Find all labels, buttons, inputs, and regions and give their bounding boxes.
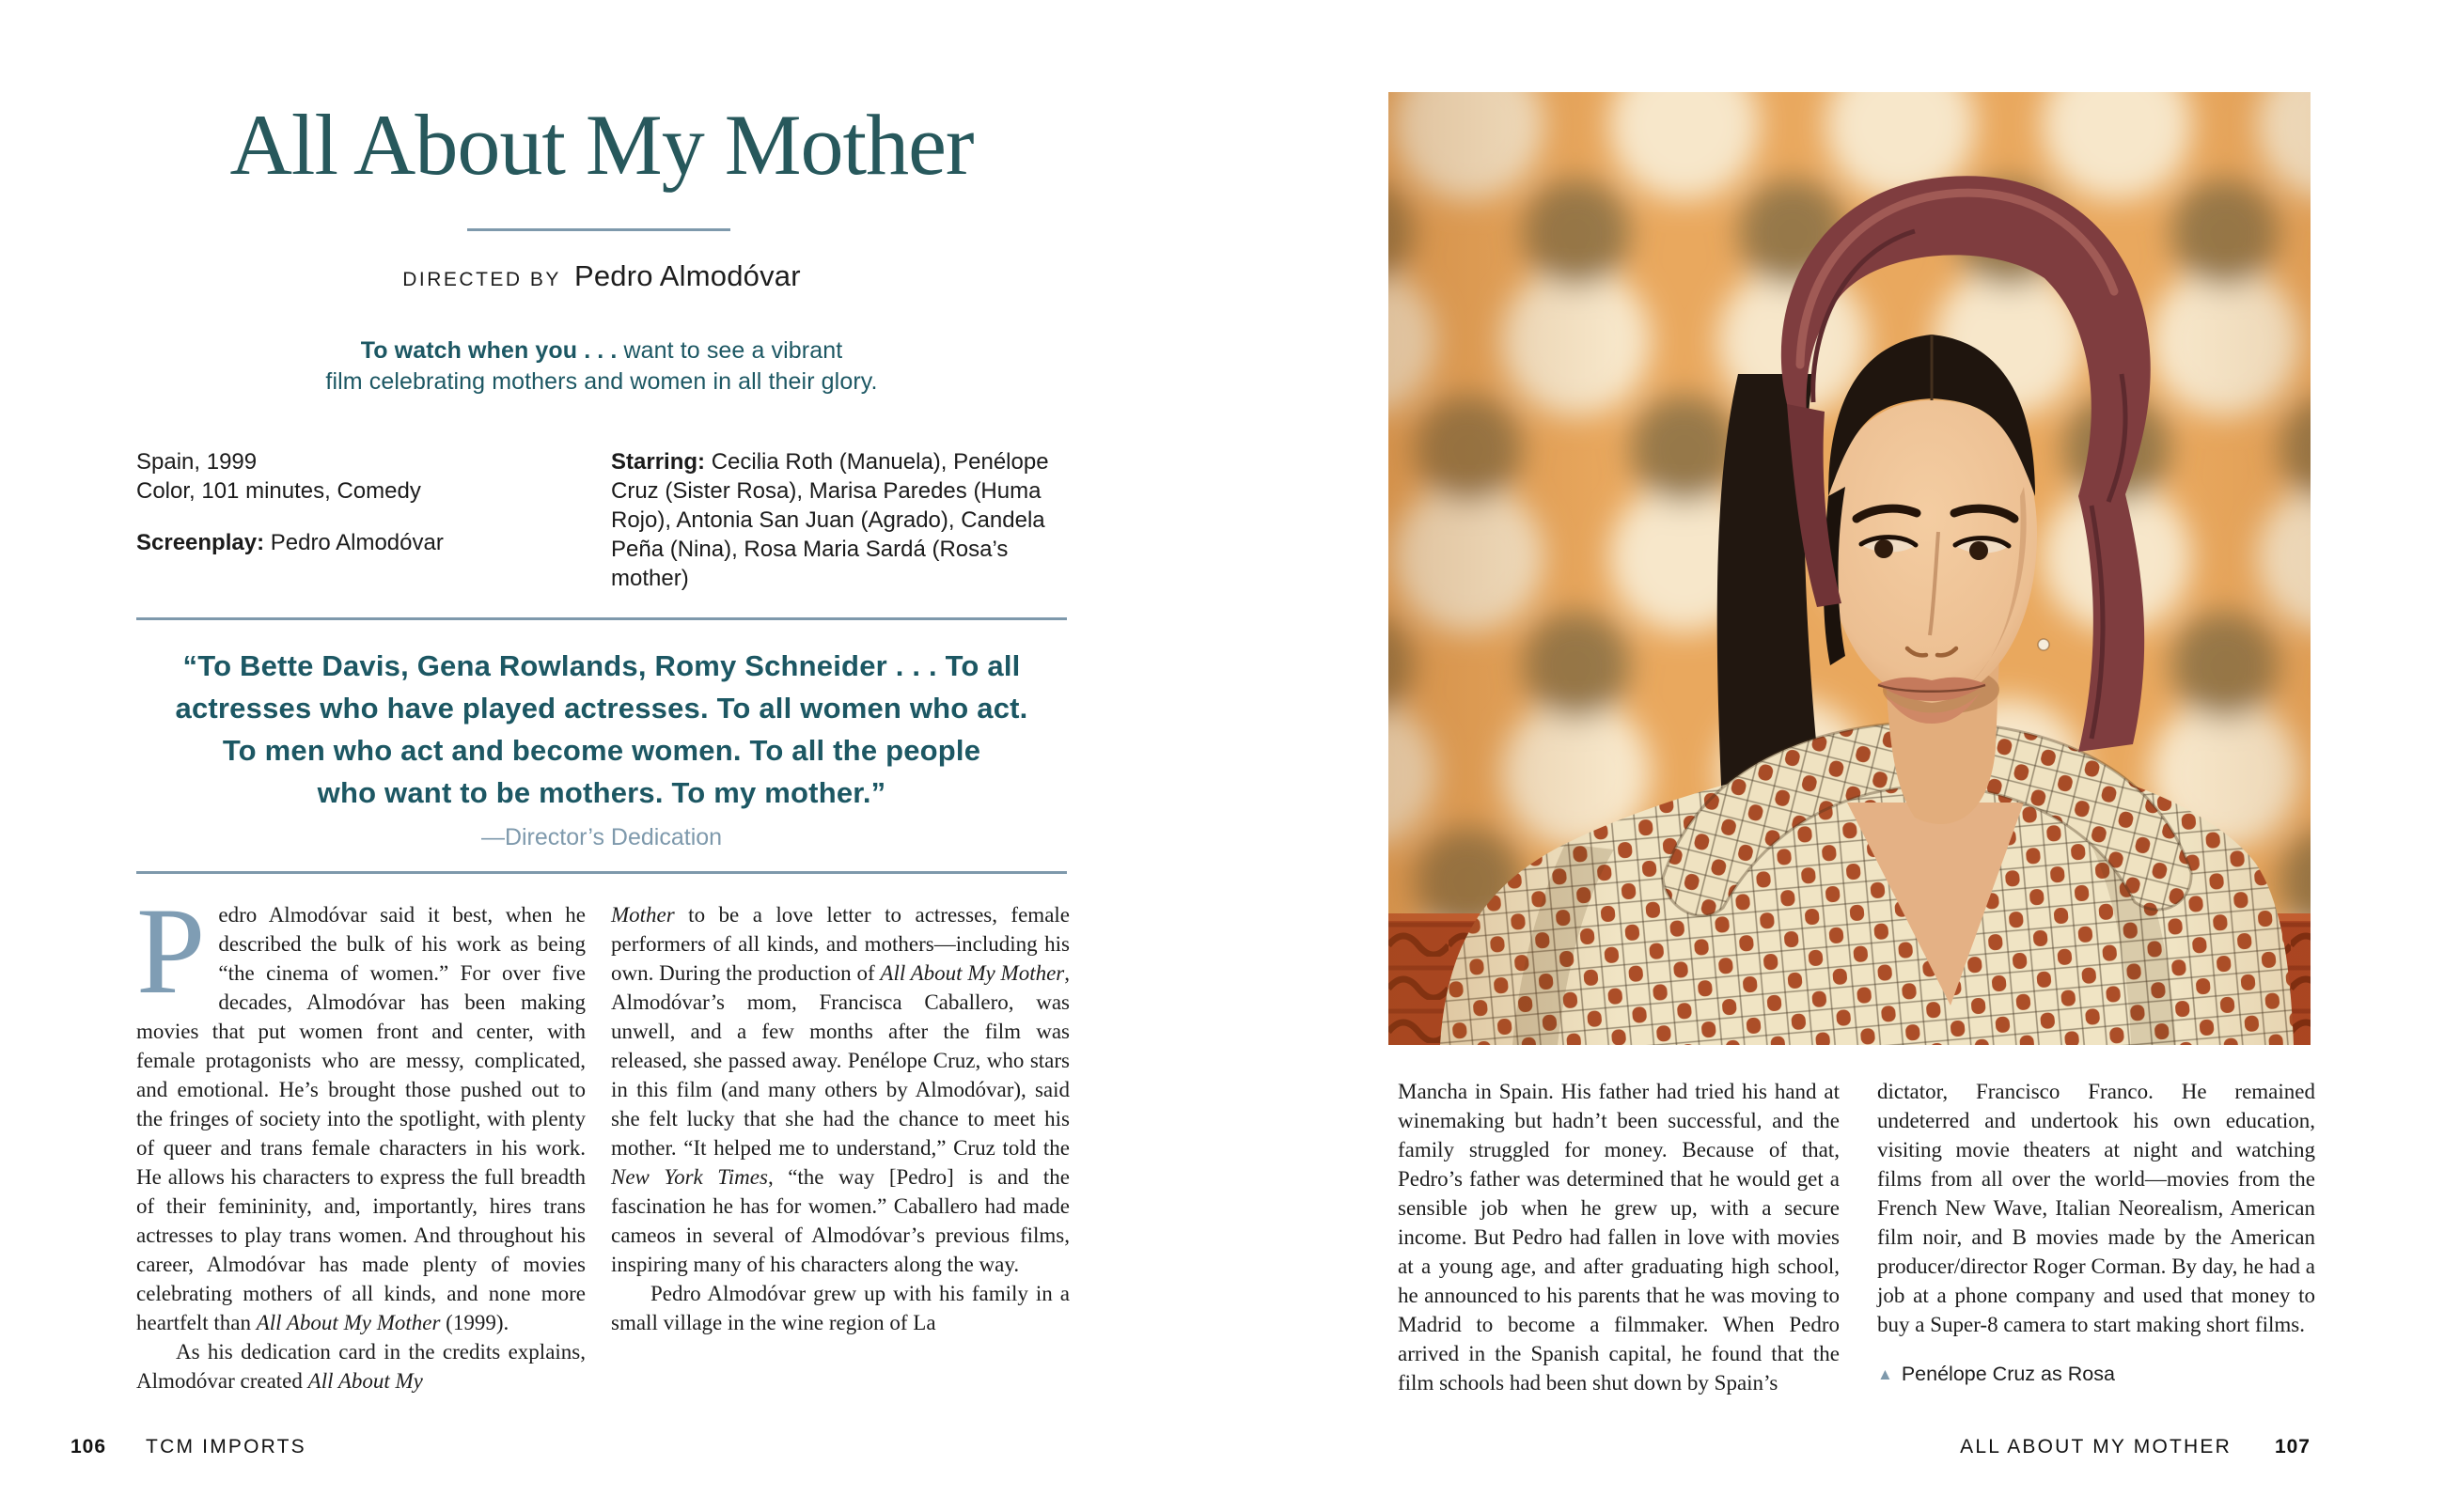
body-paragraph	[136, 881, 586, 1337]
body-paragraph: Mancha in Spain. His father had tried his hand at winemaking but hadn’t been successful, and the family struggled for money. Because of that, Pedro’s father was determined that he would get a sensible job when he grew up, with a secure income. But Pedro had fallen in love with movies at a young age, and after graduating high school, he announced to his parents that he was moving to Madrid to become a filmmaker. When Pedro arrived in the Spanish capital, he found that the film schools had been shut down by Spain’s	[1398, 1080, 1840, 1395]
dropcap-letter: P	[136, 881, 206, 1020]
director-name: Pedro Almodóvar	[573, 259, 801, 292]
right-body-column-2	[1877, 1077, 2315, 1339]
body-paragraph: As his dedication card in the credits explains, Almodóvar created All About My	[136, 1340, 586, 1393]
photo-penelope-cruz-as-rosa	[1388, 92, 2311, 1045]
directed-by-line	[136, 259, 1067, 293]
starring-value: Cecilia Roth (Manuela), Penélope Cruz (Sister Rosa), Marisa Paredes (Huma Rojo), Antonia San Juan (Agrado), Candela Peña (Nina), Rosa Maria Sardá (Rosa’s mother)	[611, 449, 1049, 591]
right-page-footer	[1960, 1436, 2311, 1458]
film-meta-starring	[611, 447, 1067, 593]
caption-text: Penélope Cruz as Rosa	[1901, 1363, 2115, 1385]
starring-label: Starring:	[611, 449, 712, 475]
quote-line: “To Bette Davis, Gena Rowlands, Romy Schneider . . . To all	[182, 649, 1021, 682]
tagline-line1	[136, 335, 1067, 366]
tagline-rest: want to see a vibrant	[623, 337, 843, 364]
right-body-column-1	[1398, 1077, 1840, 1397]
body-paragraph: Mother to be a love letter to actresses, female performers of all kinds, and mothers—including his own. During the production of All About My Mother, Almodóvar’s mom, Francisca Caballero, was unwell, and a few months after the film was released, she passed away. Penélope Cruz, who stars in this film (and many others by Almodóvar), said she felt lucky that she had the chance to meet his mother. “It helped me to understand,” Cruz told the New York Times, “the way [Pedro] is and the fascination he has for women.” Caballero had made cameos in several of Almodóvar’s previous films, inspiring many of his characters along the way.	[611, 903, 1070, 1276]
tagline-bold: To watch when you . . .	[360, 337, 624, 364]
running-head-right: ALL ABOUT MY MOTHER	[1960, 1436, 2232, 1457]
tagline-line2: film celebrating mothers and women in all their glory.	[325, 368, 878, 395]
watch-when-tagline	[136, 335, 1067, 397]
body-column-2	[611, 900, 1070, 1337]
quote-line: To men who act and become women. To all the people	[222, 734, 981, 767]
body-paragraph: Pedro Almodóvar grew up with his family in a small village in the wine region of La	[611, 1282, 1070, 1334]
meta-country-year: Spain, 1999	[136, 449, 258, 475]
film-meta-left	[136, 447, 540, 557]
meta-spacer	[136, 506, 540, 528]
photo-caption	[1877, 1363, 2115, 1386]
body-paragraph: dictator, Francisco Franco. He remained undeterred and undertook his own education, visiting movie theaters at night and watching films from all over the world—movies from the French New Wave, Italian Neorealism, American film noir, and B movies made by the American producer/director Roger Corman. By day, he had a job at a phone company and used that money to buy a Super-8 camera to start making short films.	[1877, 1080, 2315, 1336]
quote-bottom-rule	[136, 871, 1067, 874]
title-divider-rule	[467, 228, 730, 231]
caption-arrow-icon: ▲	[1877, 1365, 1893, 1383]
screenplay-label: Screenplay:	[136, 530, 271, 555]
paragraph-text: edro Almodóvar said it best, when he described the bulk of his work as being “the cinema of women.” For over five decades, Almodóvar has been making movies that put women front and center, with female protagonists who are messy, complicated, and emotional. He’s brought those pushed out to the fringes of society into the spotlight, with plenty of queer and trans female characters in his work. He allows his characters to express the full breadth of their femininity, and, importantly, hires trans actresses to play trans women. And throughout his career, Almodóvar has made plenty of movies celebrating mothers of all kinds, and none more heartfelt than All About My Mother (1999).	[136, 903, 586, 1334]
photo-vignette	[1388, 92, 2311, 1045]
quote-attribution: —Director’s Dedication	[480, 824, 723, 850]
meta-screenplay	[136, 528, 540, 557]
directed-by-label: DIRECTED BY	[402, 269, 561, 290]
page-number-right: 107	[2274, 1436, 2311, 1457]
running-head-left: TCM IMPORTS	[146, 1436, 306, 1457]
body-column-1	[136, 881, 586, 1395]
quote-line: who want to be mothers. To my mother.”	[317, 776, 886, 809]
page-number-left: 106	[70, 1436, 107, 1457]
left-page-footer	[70, 1436, 306, 1458]
director-dedication-quote	[125, 645, 1078, 814]
meta-format: Color, 101 minutes, Comedy	[136, 478, 421, 504]
screenplay-value: Pedro Almodóvar	[270, 530, 444, 555]
photo-illustration	[1388, 92, 2311, 1045]
quote-top-rule	[136, 617, 1067, 620]
quote-line: actresses who have played actresses. To all women who act.	[175, 692, 1028, 725]
page-title: All About My Mother	[229, 96, 974, 193]
